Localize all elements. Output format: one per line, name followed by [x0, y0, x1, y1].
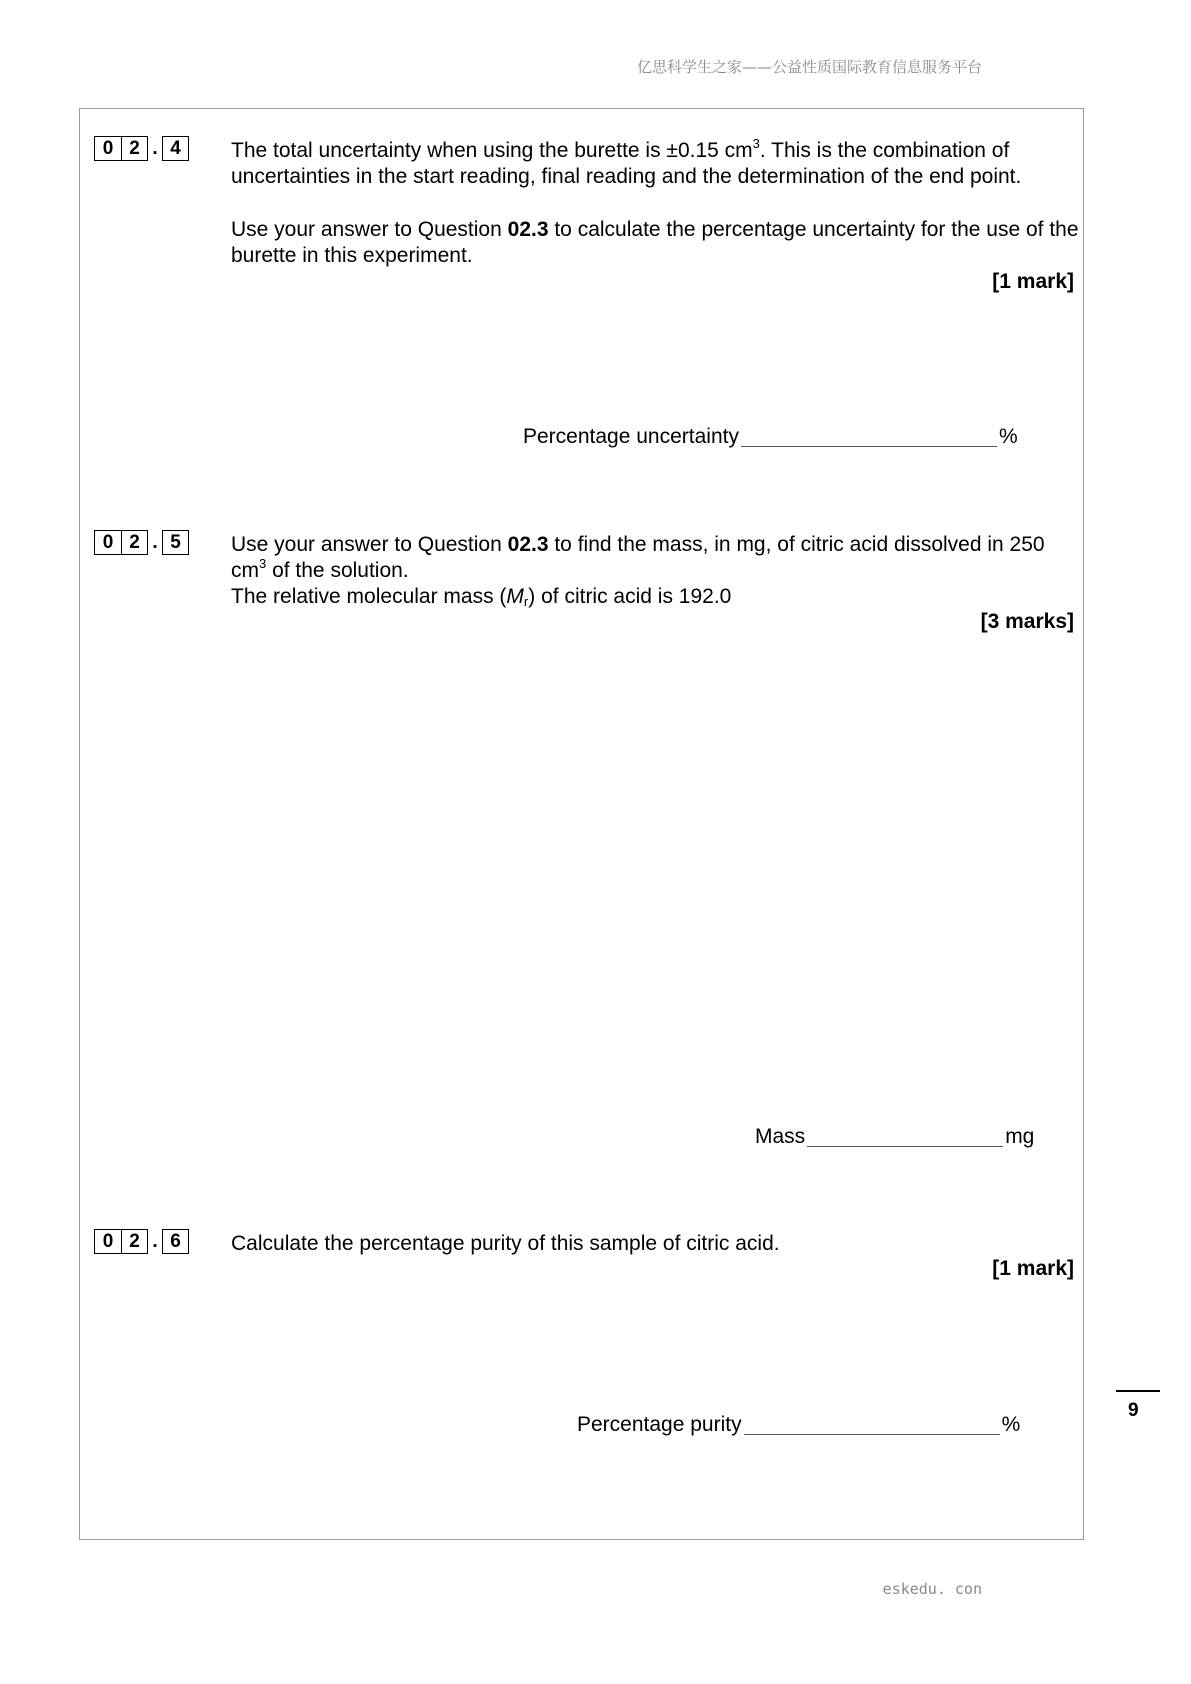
percentage-purity-answer: [577, 1412, 1020, 1437]
question-02-6-paragraph-1: Calculate the percentage purity of this sample of citric acid.: [231, 1232, 780, 1255]
question-number-02-5: [94, 530, 189, 555]
answer-frame: [79, 108, 1084, 1540]
question-digit: 6: [162, 1229, 189, 1254]
marks-label: [1 mark]: [992, 1257, 1074, 1280]
question-digit: 4: [162, 136, 189, 161]
question-02-5-text: [231, 532, 1081, 610]
question-02-5-paragraph-1: Use your answer to Question 02.3 to find the mass, in mg, of citric acid dissolved in 250 $cm^3$ of the solution.: [231, 533, 1045, 582]
question-02-5-paragraph-2: The relative molecular mass $(M_r)$ of citric acid is 192.0: [231, 585, 732, 609]
percentage-uncertainty-answer: [523, 424, 1018, 449]
page-number: 9: [1128, 1400, 1139, 1421]
question-02-4-text: [231, 138, 1081, 269]
question-digit: 5: [162, 530, 189, 555]
mass-answer: [755, 1124, 1034, 1149]
marks-label: [3 marks]: [980, 610, 1074, 633]
answer-label: Percentage uncertainty: [523, 425, 739, 448]
question-dot: .: [152, 531, 158, 553]
answer-unit: %: [998, 425, 1018, 448]
question-02-4-paragraph-1: The total uncertainty when using the burette is ±0.15 $cm^3$. This is the combination of uncertainties in the start reading, final reading and the determination of the end point.: [231, 136, 1022, 188]
question-digit: 2: [121, 1229, 148, 1254]
question-dot: .: [152, 137, 158, 159]
mass-input-line[interactable]: [807, 1124, 1003, 1147]
question-dot: .: [152, 1230, 158, 1252]
question-02-4-paragraph-2: Use your answer to Question 02.3 to calculate the percentage uncertainty for the use of the burette in this experiment.: [231, 218, 1079, 267]
question-digit: 0: [94, 1229, 121, 1254]
footer-watermark: eskedu. con: [882, 1580, 982, 1598]
question-02-6-text: [231, 1231, 1081, 1257]
question-number-02-4: [94, 136, 189, 161]
marks-label: [1 mark]: [992, 270, 1074, 293]
page-number-rule: [1116, 1390, 1160, 1392]
question-digit: 0: [94, 530, 121, 555]
answer-label: Percentage purity: [577, 1413, 742, 1436]
answer-unit: mg: [1005, 1125, 1035, 1148]
question-digit: 2: [121, 530, 148, 555]
header-watermark: 亿思科学生之家——公益性质国际教育信息服务平台: [636, 58, 982, 76]
question-number-02-6: [94, 1229, 189, 1254]
answer-label: Mass: [755, 1125, 806, 1148]
percentage-uncertainty-input-line[interactable]: [741, 424, 997, 447]
answer-unit: %: [1001, 1413, 1021, 1436]
percentage-purity-input-line[interactable]: [744, 1412, 1000, 1435]
question-digit: 0: [94, 136, 121, 161]
question-digit: 2: [121, 136, 148, 161]
